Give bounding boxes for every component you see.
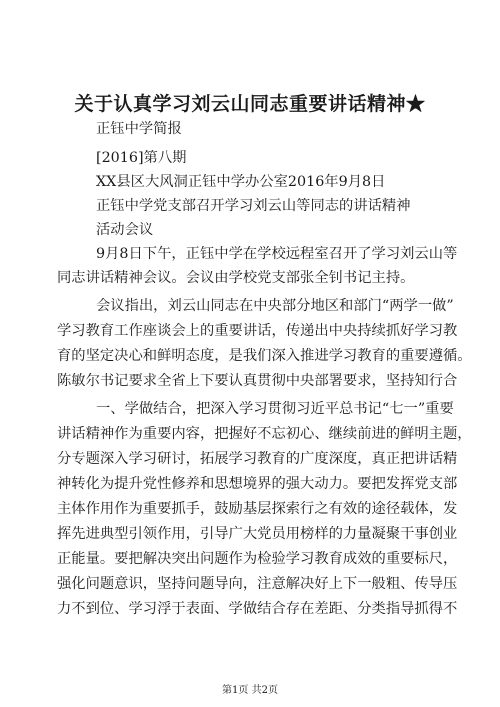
paragraph-3-line-6: 挥先进典型引领作用，引导广大党员用榜样的力量凝聚干事创业 [57,526,458,542]
paragraph-3-line-3: 分专题深入学习研讨，拓展学习教育的广度深度，真正把讲话精 [57,451,458,467]
event-headline: 正钰中学党支部召开学习刘云山等同志的讲话精神 [96,198,411,214]
paragraph-1-line-1: 9月8日下午，正钰中学在学校远程室召开了学习刘云山等 [96,246,458,262]
paragraph-3-line-1: 一、学做结合，把深入学习贯彻习近平总书记“七一”重要 [96,401,454,417]
paragraph-2-line-4: 陈敏尔书记要求全省上下要认真贯彻中央部署要求，坚持知行合 [57,373,458,389]
paragraph-3-line-5: 主体作用作为重要抓手，鼓励基层探索行之有效的途径载体，发 [57,501,458,517]
paragraph-3-line-9: 力不到位、学习浮于表面、学做结合存在差距、分类指导抓得不 [57,601,458,617]
paragraph-3-line-8: 强化问题意识，坚持问题导向，注意解决好上下一般粗、传导压 [57,576,458,592]
paragraph-2-line-1: 会议指出，刘云山同志在中央部分地区和部门“两学一做” [96,298,454,314]
issuer-date-line: XX县区大风洞正钰中学办公室2016年9月8日 [96,174,386,190]
paragraph-3-line-7: 正能量。要把解决突出问题作为检验学习教育成效的重要标尺， [57,551,458,567]
document-title: 关于认真学习刘云山同志重要讲话精神★ [74,93,426,115]
paragraph-3-line-2: 讲话精神作为重要内容，把握好不忘初心、继续前进的鲜明主题， [57,426,472,442]
paragraph-1-line-2: 同志讲话精神会议。会议由学校党支部张全钊书记主持。 [57,270,415,286]
event-headline-cont: 活动会议 [96,222,154,238]
page-footer: 第1页 共2页 [222,685,278,696]
issue-number: [2016]第八期 [96,150,187,166]
paragraph-2-line-2: 学习教育工作座谈会上的重要讲话，传递出中央持续抓好学习教 [57,323,458,339]
newsletter-name: 正钰中学简报 [96,121,182,137]
paragraph-2-line-3: 育的坚定决心和鲜明态度，是我们深入推进学习教育的重要遵循。 [57,348,472,364]
paragraph-3-line-4: 神转化为提升党性修养和思想境界的强大动力。要把发挥党支部 [57,476,458,492]
